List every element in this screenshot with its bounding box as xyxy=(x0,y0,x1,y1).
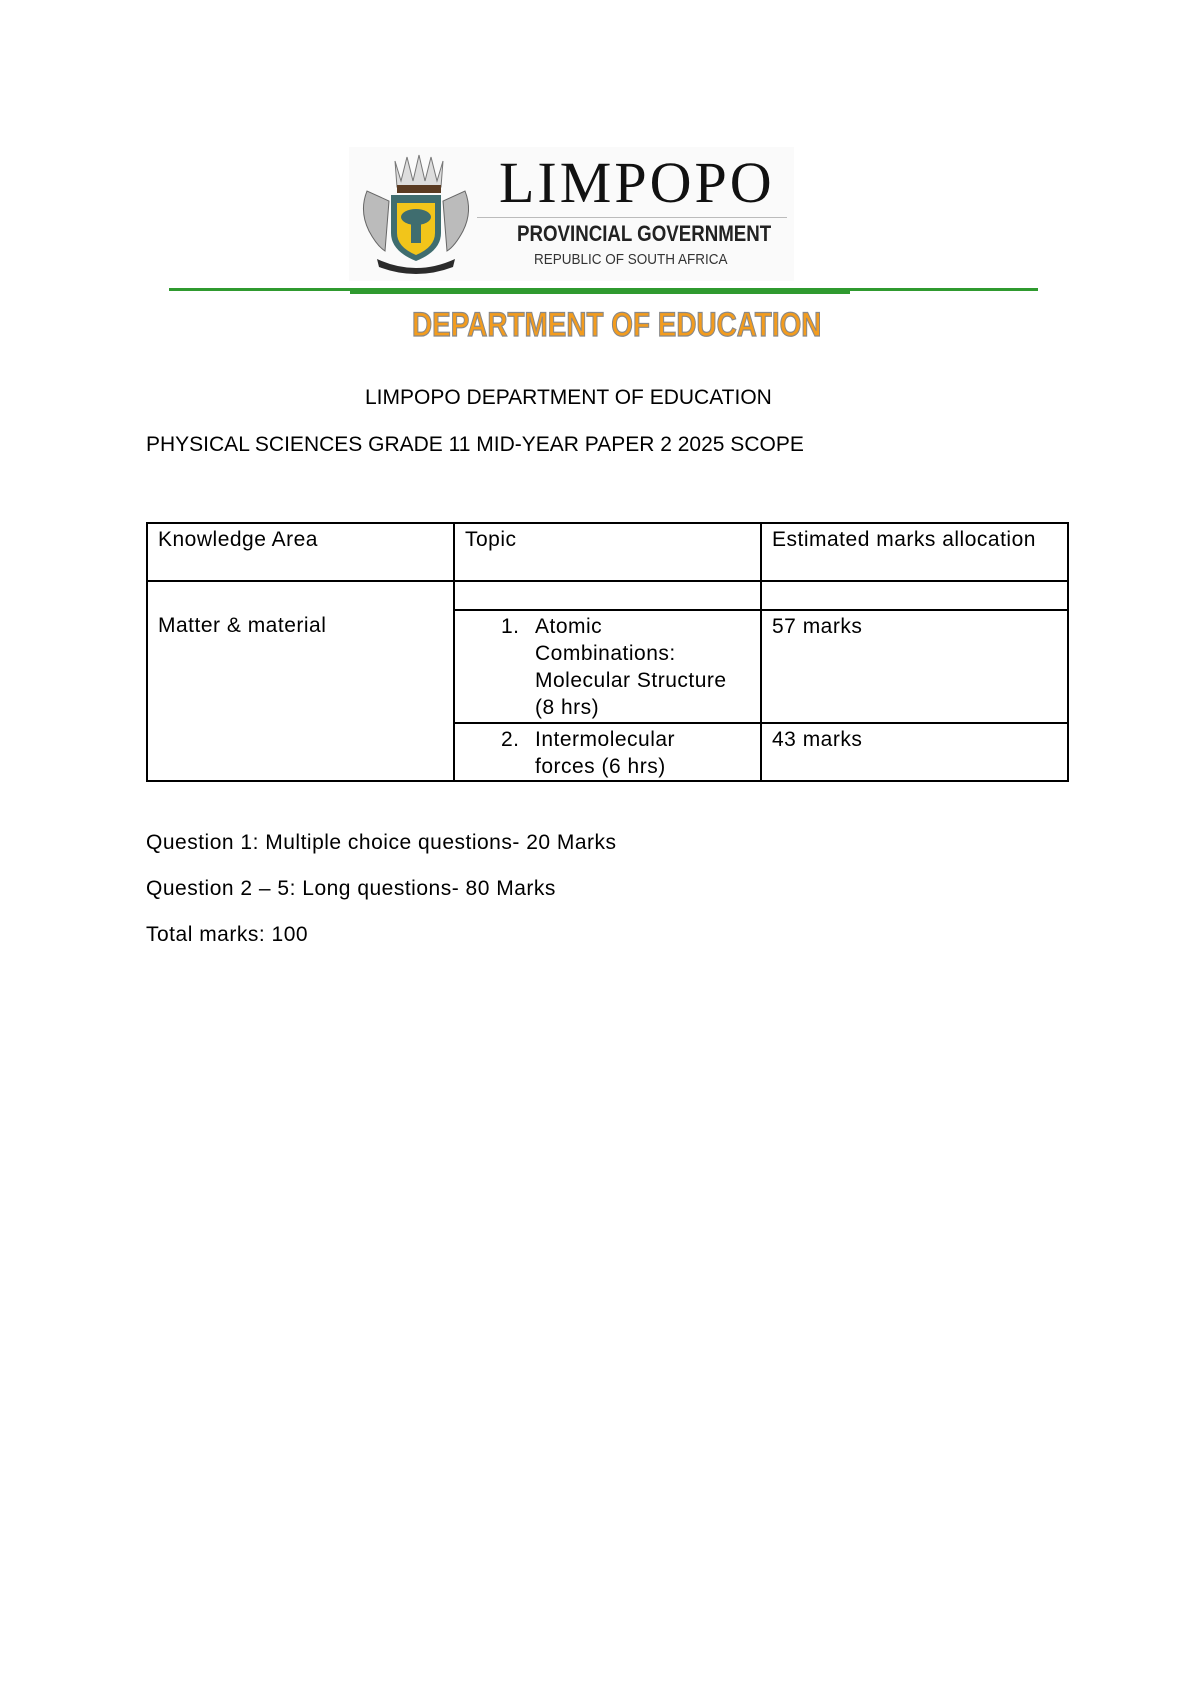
topic-cell xyxy=(454,723,761,781)
scope-table xyxy=(146,522,1069,782)
knowledge-area-value: Matter & material xyxy=(158,614,327,637)
topic-text: Intermolecular forces (6 hrs) xyxy=(535,728,676,778)
document-subtitle: PHYSICAL SCIENCES GRADE 11 MID-YEAR PAPER 2 2025 SCOPE xyxy=(146,433,804,456)
topic-number: 2. xyxy=(501,728,520,751)
logo-limpopo-text: LIMPOPO xyxy=(499,150,775,215)
blank-cell xyxy=(454,581,761,610)
table-header-row xyxy=(147,523,1068,581)
summary-question-1: Question 1: Multiple choice questions- 20 Marks xyxy=(146,831,617,854)
header-marks: Estimated marks allocation xyxy=(761,523,1068,581)
topic-cell xyxy=(454,610,761,723)
logo-provincial-government-text: PROVINCIAL GOVERNMENT xyxy=(517,221,772,246)
summary-questions-2-5: Question 2 – 5: Long questions- 80 Marks xyxy=(146,877,556,900)
department-banner: DEPARTMENT OF EDUCATION xyxy=(412,306,822,344)
topic-number: 1. xyxy=(501,615,520,638)
marks-cell: 57 marks xyxy=(761,610,1068,723)
header-green-divider-accent xyxy=(350,291,850,294)
coat-of-arms-icon xyxy=(357,151,475,277)
table-row-blank xyxy=(147,581,1068,610)
marks-cell: 43 marks xyxy=(761,723,1068,781)
summary-total-marks: Total marks: 100 xyxy=(146,923,309,946)
logo-country-text: REPUBLIC OF SOUTH AFRICA xyxy=(534,251,728,268)
header-knowledge-area: Knowledge Area xyxy=(147,523,454,581)
topic-text: Atomic Combinations: Molecular Structure (8 hrs) xyxy=(535,615,727,719)
document-title: LIMPOPO DEPARTMENT OF EDUCATION xyxy=(365,386,772,409)
blank-cell xyxy=(761,581,1068,610)
limpopo-government-logo xyxy=(349,147,794,281)
header-topic: Topic xyxy=(454,523,761,581)
knowledge-area-cell xyxy=(147,581,454,781)
logo-divider xyxy=(477,217,787,218)
